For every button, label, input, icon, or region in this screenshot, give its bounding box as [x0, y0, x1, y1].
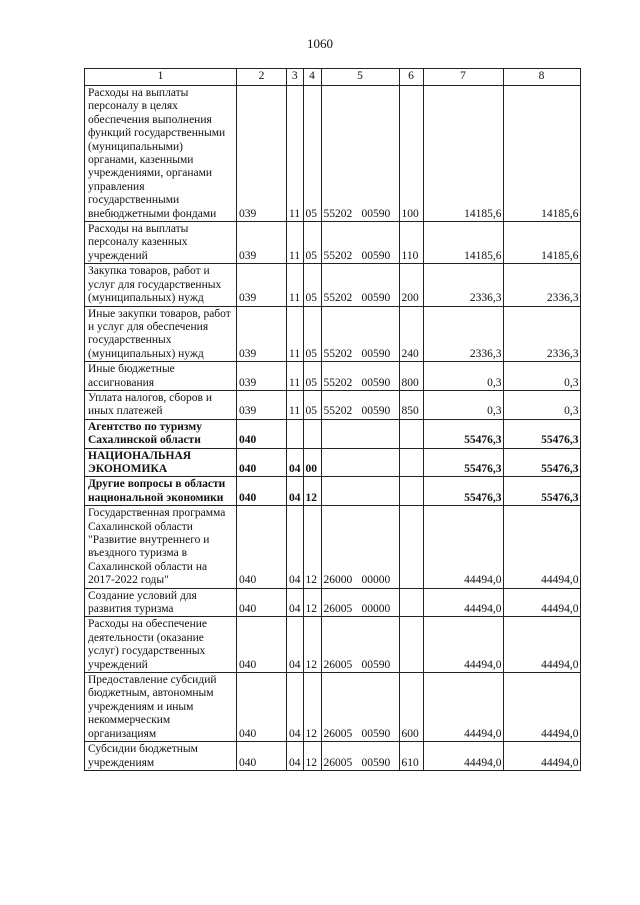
- ministry-code-cell: 040: [237, 448, 287, 477]
- expense-type-cell: 200: [399, 264, 423, 306]
- row-name-cell: Расходы на выплаты персоналу казенных учреждений: [85, 222, 237, 264]
- row-name-cell: Другие вопросы в области национальной экономики: [85, 477, 237, 506]
- column-header: 2: [237, 69, 287, 86]
- target-article-cell: [321, 617, 399, 673]
- target-article-program: 26005: [323, 658, 353, 671]
- target-article-direction: 00590: [361, 347, 391, 360]
- amount-cell-col8: 44494,0: [503, 506, 580, 588]
- subsection-code-cell: 00: [303, 448, 321, 477]
- section-code-cell: [287, 419, 304, 448]
- expense-type-cell: [399, 448, 423, 477]
- row-name-cell: НАЦИОНАЛЬНАЯ ЭКОНОМИКА: [85, 448, 237, 477]
- amount-cell-col8: 14185,6: [503, 222, 580, 264]
- row-name-cell: Предоставление субсидий бюджетным, автономным учреждениям и иным некоммерческим организациям: [85, 673, 237, 742]
- ministry-code-cell: 040: [237, 617, 287, 673]
- target-article-direction: 00590: [361, 756, 391, 769]
- table-row: [85, 742, 581, 771]
- table-row: [85, 617, 581, 673]
- amount-cell-col7: 55476,3: [423, 477, 503, 506]
- target-article-cell: [321, 742, 399, 771]
- table-row: [85, 390, 581, 419]
- section-code-cell: 04: [287, 588, 304, 617]
- expense-type-cell: [399, 588, 423, 617]
- table-row: [85, 673, 581, 742]
- table-row: [85, 86, 581, 222]
- subsection-code-cell: 05: [303, 362, 321, 391]
- column-header: 8: [503, 69, 580, 86]
- amount-cell-col7: 55476,3: [423, 448, 503, 477]
- target-article-direction: 00590: [361, 658, 391, 671]
- amount-cell-col7: 14185,6: [423, 86, 503, 222]
- ministry-code-cell: 040: [237, 742, 287, 771]
- amount-cell-col8: 55476,3: [503, 448, 580, 477]
- target-article-program: 55202: [323, 292, 353, 305]
- subsection-code-cell: 05: [303, 264, 321, 306]
- page-number: 1060: [307, 36, 333, 51]
- row-name-cell: Иные бюджетные ассигнования: [85, 362, 237, 391]
- amount-cell-col8: 14185,6: [503, 86, 580, 222]
- ministry-code-cell: 040: [237, 673, 287, 742]
- budget-table: [84, 68, 581, 771]
- target-article-program: 55202: [323, 405, 353, 418]
- target-article-program: 55202: [323, 376, 353, 389]
- target-article-cell: [321, 419, 399, 448]
- target-article-program: 26005: [323, 727, 353, 740]
- expense-type-cell: 800: [399, 362, 423, 391]
- amount-cell-col7: 0,3: [423, 390, 503, 419]
- table-row: [85, 477, 581, 506]
- column-header: 3: [287, 69, 304, 86]
- amount-cell-col7: 44494,0: [423, 506, 503, 588]
- column-header: 6: [399, 69, 423, 86]
- subsection-code-cell: 12: [303, 742, 321, 771]
- amount-cell-col7: 44494,0: [423, 742, 503, 771]
- amount-cell-col7: 2336,3: [423, 264, 503, 306]
- subsection-code-cell: [303, 419, 321, 448]
- amount-cell-col8: 2336,3: [503, 306, 580, 362]
- section-code-cell: 11: [287, 86, 304, 222]
- ministry-code-cell: 040: [237, 477, 287, 506]
- ministry-code-cell: 039: [237, 222, 287, 264]
- expense-type-cell: 240: [399, 306, 423, 362]
- section-code-cell: 04: [287, 742, 304, 771]
- column-header: 7: [423, 69, 503, 86]
- target-article-program: 55202: [323, 249, 353, 262]
- expense-type-cell: [399, 419, 423, 448]
- subsection-code-cell: 05: [303, 86, 321, 222]
- amount-cell-col8: 55476,3: [503, 419, 580, 448]
- amount-cell-col8: 0,3: [503, 362, 580, 391]
- section-code-cell: 11: [287, 222, 304, 264]
- target-article-direction: 00590: [361, 727, 391, 740]
- target-article-direction: 00590: [361, 292, 391, 305]
- subsection-code-cell: 12: [303, 673, 321, 742]
- ministry-code-cell: 040: [237, 588, 287, 617]
- row-name-cell: Иные закупки товаров, работ и услуг для обеспечения государственных (муниципальных) нужд: [85, 306, 237, 362]
- table-header-row: [85, 69, 581, 86]
- amount-cell-col8: 0,3: [503, 390, 580, 419]
- target-article-direction: 00000: [361, 603, 391, 616]
- table-row: [85, 588, 581, 617]
- target-article-cell: [321, 448, 399, 477]
- column-header: 4: [303, 69, 321, 86]
- target-article-cell: [321, 362, 399, 391]
- row-name-cell: Расходы на выплаты персоналу в целях обеспечения выполнения функций государственными (муниципальными) органами, казенными учреждениями, органами управления государственными внебюджетными фондами: [85, 86, 237, 222]
- target-article-direction: 00590: [361, 376, 391, 389]
- target-article-cell: [321, 673, 399, 742]
- amount-cell-col8: 44494,0: [503, 742, 580, 771]
- expense-type-cell: [399, 617, 423, 673]
- section-code-cell: 11: [287, 362, 304, 391]
- row-name-cell: Уплата налогов, сборов и иных платежей: [85, 390, 237, 419]
- amount-cell-col7: 55476,3: [423, 419, 503, 448]
- subsection-code-cell: 05: [303, 390, 321, 419]
- amount-cell-col8: 2336,3: [503, 264, 580, 306]
- row-name-cell: Расходы на обеспечение деятельности (оказание услуг) государственных учреждений: [85, 617, 237, 673]
- target-article-cell: [321, 390, 399, 419]
- table-row: [85, 306, 581, 362]
- target-article-program: 26005: [323, 756, 353, 769]
- target-article-direction: 00000: [361, 574, 391, 587]
- target-article-cell: [321, 588, 399, 617]
- section-code-cell: 11: [287, 306, 304, 362]
- section-code-cell: 11: [287, 264, 304, 306]
- expense-type-cell: 610: [399, 742, 423, 771]
- table-row: [85, 362, 581, 391]
- amount-cell-col8: 44494,0: [503, 617, 580, 673]
- section-code-cell: 04: [287, 506, 304, 588]
- target-article-direction: 00590: [361, 207, 391, 220]
- amount-cell-col8: 55476,3: [503, 477, 580, 506]
- subsection-code-cell: 05: [303, 306, 321, 362]
- target-article-cell: [321, 264, 399, 306]
- expense-type-cell: [399, 477, 423, 506]
- subsection-code-cell: 12: [303, 506, 321, 588]
- section-code-cell: 04: [287, 617, 304, 673]
- row-name-cell: Закупка товаров, работ и услуг для государственных (муниципальных) нужд: [85, 264, 237, 306]
- amount-cell-col7: 44494,0: [423, 673, 503, 742]
- target-article-cell: [321, 506, 399, 588]
- target-article-program: 55202: [323, 347, 353, 360]
- amount-cell-col7: 0,3: [423, 362, 503, 391]
- subsection-code-cell: 05: [303, 222, 321, 264]
- ministry-code-cell: 039: [237, 264, 287, 306]
- table-row: [85, 222, 581, 264]
- expense-type-cell: 600: [399, 673, 423, 742]
- amount-cell-col7: 14185,6: [423, 222, 503, 264]
- ministry-code-cell: 039: [237, 390, 287, 419]
- amount-cell-col8: 44494,0: [503, 673, 580, 742]
- table-row: [85, 506, 581, 588]
- subsection-code-cell: 12: [303, 477, 321, 506]
- section-code-cell: 04: [287, 448, 304, 477]
- amount-cell-col7: 2336,3: [423, 306, 503, 362]
- table-row: [85, 264, 581, 306]
- expense-type-cell: 110: [399, 222, 423, 264]
- amount-cell-col7: 44494,0: [423, 617, 503, 673]
- amount-cell-col8: 44494,0: [503, 588, 580, 617]
- amount-cell-col7: 44494,0: [423, 588, 503, 617]
- target-article-direction: 00590: [361, 405, 391, 418]
- target-article-cell: [321, 222, 399, 264]
- target-article-direction: 00590: [361, 249, 391, 262]
- row-name-cell: Создание условий для развития туризма: [85, 588, 237, 617]
- row-name-cell: Субсидии бюджетным учреждениям: [85, 742, 237, 771]
- subsection-code-cell: 12: [303, 617, 321, 673]
- table-row: [85, 419, 581, 448]
- target-article-program: 26005: [323, 603, 353, 616]
- ministry-code-cell: 040: [237, 419, 287, 448]
- table-row: [85, 448, 581, 477]
- section-code-cell: 04: [287, 477, 304, 506]
- target-article-cell: [321, 477, 399, 506]
- row-name-cell: Агентство по туризму Сахалинской области: [85, 419, 237, 448]
- target-article-program: 55202: [323, 207, 353, 220]
- ministry-code-cell: 039: [237, 86, 287, 222]
- expense-type-cell: [399, 506, 423, 588]
- ministry-code-cell: 039: [237, 362, 287, 391]
- row-name-cell: Государственная программа Сахалинской области "Развитие внутреннего и въездного туризма в Сахалинской области на 2017-2022 годы": [85, 506, 237, 588]
- subsection-code-cell: 12: [303, 588, 321, 617]
- section-code-cell: 04: [287, 673, 304, 742]
- target-article-cell: [321, 306, 399, 362]
- ministry-code-cell: 039: [237, 306, 287, 362]
- target-article-cell: [321, 86, 399, 222]
- section-code-cell: 11: [287, 390, 304, 419]
- expense-type-cell: 850: [399, 390, 423, 419]
- column-header: 1: [85, 69, 237, 86]
- target-article-program: 26000: [323, 574, 353, 587]
- column-header: 5: [321, 69, 399, 86]
- expense-type-cell: 100: [399, 86, 423, 222]
- ministry-code-cell: 040: [237, 506, 287, 588]
